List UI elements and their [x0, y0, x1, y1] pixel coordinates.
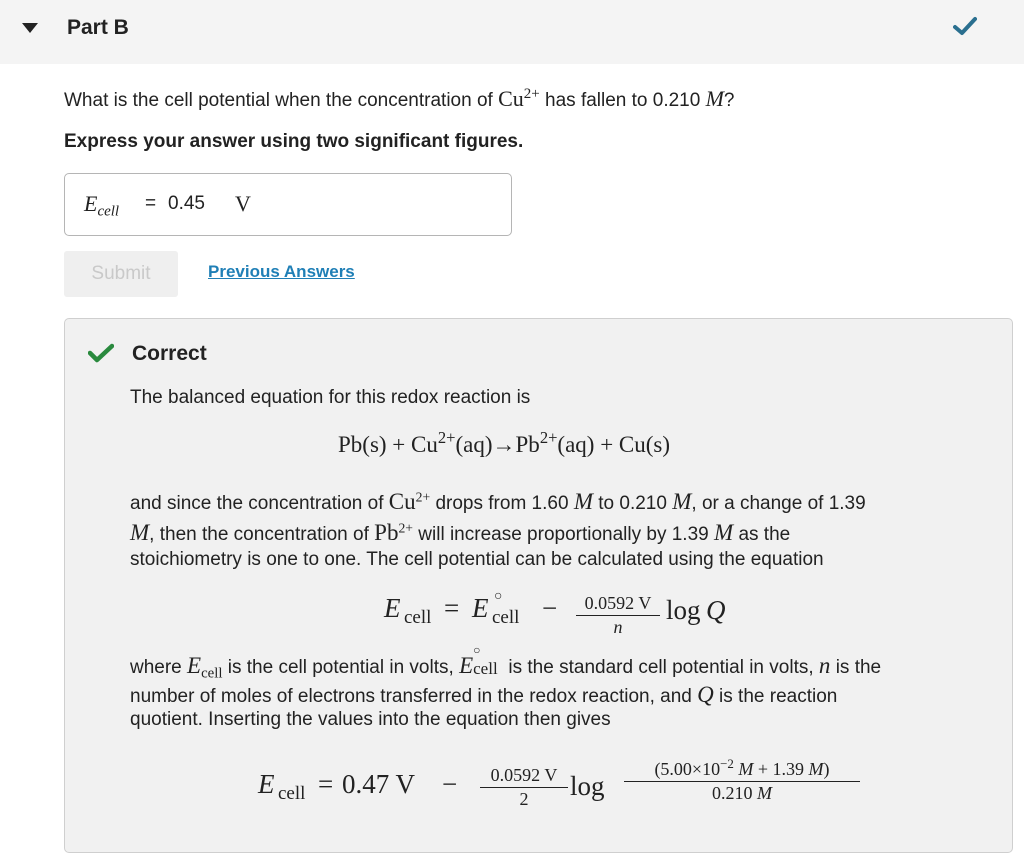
instruction-text: Express your answer using two significant figures.: [64, 131, 524, 152]
cell-potential-equation: E cell = E ○ cell − $\frac{0.0592 V}{n}$ log Q: [384, 589, 726, 637]
para1-line2: M, then the concentration of $Pb^{2+}$ will increase proportionally by 1.39 M as the: [130, 520, 791, 545]
feedback-title: Correct: [132, 342, 207, 365]
submit-button[interactable]: Submit: [64, 251, 178, 297]
final-equation: E cell = 0.47 V − $\frac{0.0592 V}{2}$ log $\frac{(5.00\times 10^{-2} M + 1.39 M)}{0.210 M}$: [258, 759, 878, 819]
answer-value[interactable]: 0.45: [168, 193, 205, 214]
para2-line3: quotient. Inserting the values into the equation then gives: [130, 709, 611, 730]
reaction-equation: $Pb(s) + Cu^{2+}(aq)\to Pb^{2+}(aq) + Cu(s)$: [338, 427, 671, 457]
caret-down-icon[interactable]: [22, 23, 38, 33]
equation-fraction: $\frac{0.0592 V}{n}$: [576, 593, 660, 638]
para1-line1: and since the concentration of $Cu^{2+}$ drops from 1.60 M to 0.210 M, or a change of 1.39: [130, 489, 866, 514]
part-header[interactable]: [0, 0, 1024, 64]
answer-box: [64, 173, 512, 236]
previous-answers-link[interactable]: Previous Answers: [208, 262, 355, 281]
answer-equals: =: [145, 193, 157, 214]
para2-line2: number of moles of electrons transferred in the redox reaction, and Q is the reaction: [130, 682, 838, 707]
feedback-intro: The balanced equation for this redox reaction is: [130, 387, 531, 408]
final-fraction: $\frac{0.0592 V}{2}$: [480, 765, 568, 810]
quotient-fraction: $\frac{(5.00\times 10^{-2} M + 1.39 M)}{0.210 M}$: [624, 759, 860, 804]
para1-line3: stoichiometry is one to one. The cell potential can be calculated using the equation: [130, 549, 824, 570]
answer-unit: V: [235, 191, 251, 216]
para2-line1: where $E_{cell}$ is the cell potential in volts, E ○ cell is the standard cell potential in volts, n is the: [130, 643, 882, 682]
part-title: Part B: [67, 16, 129, 39]
checkmark-icon: [953, 16, 977, 36]
answer-label: $E_{cell}$: [84, 191, 120, 220]
checkmark-icon: [88, 343, 114, 363]
question-text: What is the cell potential when the concentration of $Cu^{2+}$ has fallen to 0.210 M?: [64, 85, 735, 111]
